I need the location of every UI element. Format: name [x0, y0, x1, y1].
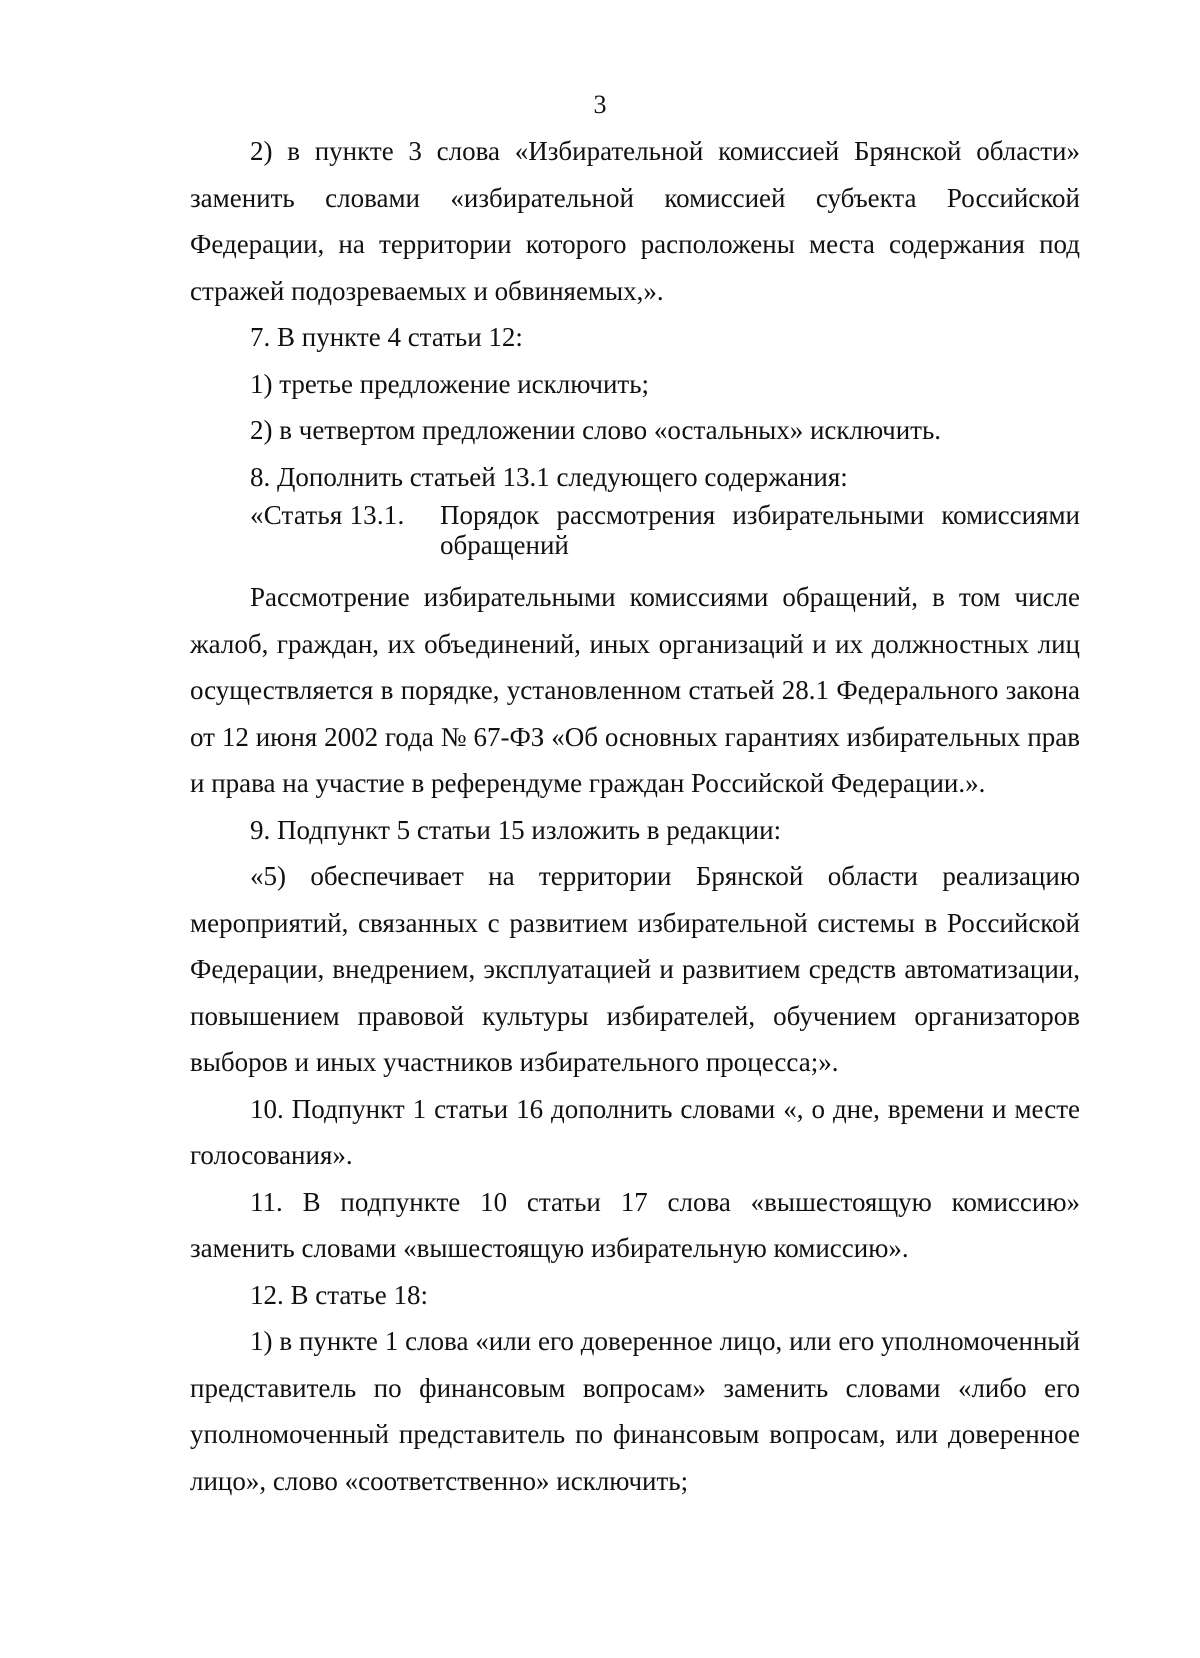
paragraph: 9. Подпункт 5 статьи 15 изложить в редакции: — [250, 814, 782, 845]
paragraph: 1) третье предложение исключить; — [250, 368, 650, 399]
article-number: «Статья 13.1. — [250, 500, 405, 530]
paragraph: 11. В подпункте 10 статьи 17 слова «вышестоящую комиссию» заменить словами «вышестоящую избирательную комиссию». — [190, 1186, 1080, 1263]
paragraph: 1) в пункте 1 слова «или его доверенное лицо, или его уполномоченный представитель по финансовым вопросам» заменить словами «либо его уполномоченный представитель по финансовым вопросам, или доверенное лицо», слово «соответственно» исключить; — [190, 1326, 1080, 1496]
article-title: Порядок рассмотрения избирательными комиссиями обращений — [440, 500, 1080, 560]
paragraph: 2) в четвертом предложении слово «остальных» исключить. — [250, 415, 942, 445]
paragraph: 12. В статье 18: — [250, 1279, 429, 1310]
paragraph: 7. В пункте 4 статьи 12: — [250, 322, 523, 352]
paragraph: «5) обеспечивает на территории Брянской области реализацию мероприятий, связанных с развитием избирательной системы в Российской Федерации, внедрением, эксплуатацией и развитием средств автоматизации, повышением правовой культуры избирателей, обучением организаторов выборов и иных участников избирательного процесса;». — [190, 861, 1080, 1077]
page-number: 3 — [593, 90, 607, 119]
document-body — [190, 128, 1080, 1504]
paragraph: Рассмотрение избирательными комиссиями обращений, в том числе жалоб, граждан, их объединений, иных организаций и их должностных лиц осуществляется в порядке, установленном статьей 28.1 Федерального закона от 12 июня 2002 года № 67-ФЗ «Об основных гарантиях избирательных прав и права на участие в референдуме граждан Российской Федерации.». — [190, 582, 1080, 798]
paragraph: 2) в пункте 3 слова «Избирательной комиссией Брянской области» заменить словами «избирательной комиссией субъекта Российской Федерации, на территории которого расположены места содержания под стражей подозреваемых и обвиняемых,». — [190, 136, 1080, 306]
paragraph: 10. Подпункт 1 статьи 16 дополнить словами «, о дне, времени и месте голосования». — [190, 1093, 1080, 1170]
article-heading — [190, 500, 1080, 560]
paragraph: 8. Дополнить статьей 13.1 следующего содержания: — [250, 461, 848, 492]
